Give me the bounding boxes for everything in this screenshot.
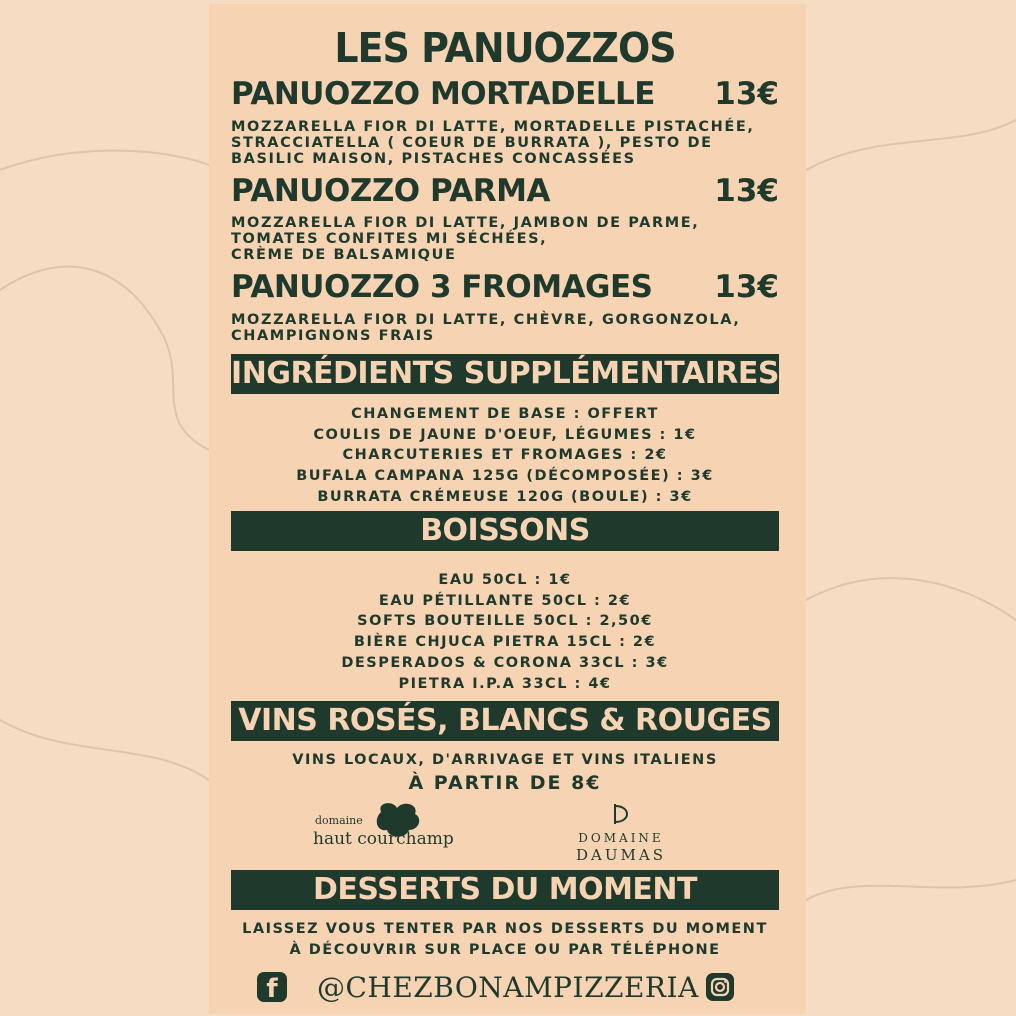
instagram-icon[interactable] [705,972,735,1002]
logo-text-big: haut courchamp [313,829,454,849]
list-item: CHARCUTERIES ET FROMAGES : 2€ [342,447,668,464]
section-heading-drinks: BOISSONS [231,511,779,551]
item-price-mortadelle: 13€ [714,76,779,112]
domaine-daumas-logo [551,802,691,864]
list-item: PIETRA I.P.A 33CL : 4€ [398,675,612,692]
haut-courchamp-logo [311,800,481,860]
desc-line: STRACCIATELLA ( COEUR DE BURRATA ), PESTO DE [231,135,713,151]
item-desc-mortadelle [231,119,779,167]
item-price-3-fromages: 13€ [714,269,779,305]
desserts-line: LAISSEZ VOUS TENTER PAR NOS DESSERTS DU MOMENT [242,921,768,937]
list-item: BIÈRE CHJUCA PIETRA 15CL : 2€ [353,634,657,651]
desc-line: CRÈME DE BALSAMIQUE [231,247,457,263]
item-desc-3-fromages [231,312,779,344]
desserts-info [231,919,779,960]
desc-line: MOZZARELLA FIOR DI LATTE, CHÈVRE, GORGONZOLA, [231,312,741,328]
item-desc-parma [231,215,779,263]
list-item: BUFALA CAMPANA 125G (DÉCOMPOSÉE) : 3€ [296,468,714,485]
section-heading-desserts: DESSERTS DU MOMENT [231,870,779,910]
list-item: EAU 50CL : 1€ [438,572,572,588]
list-item: BURRATA CRÉMEUSE 120G (BOULE) : 3€ [317,488,693,505]
wines-price-from: À PARTIR DE 8€ [408,771,602,794]
list-item: COULIS DE JAUNE D'OEUF, LÉGUMES : 1€ [313,426,697,443]
drinks-list [231,570,779,694]
wines-info [231,750,779,795]
item-name-mortadelle: PANUOZZO MORTADELLE [231,76,655,112]
logo-text-small: domaine [315,814,363,827]
item-price-parma: 13€ [714,173,779,209]
menu-card [209,4,806,1014]
desserts-line: À DÉCOUVRIR SUR PLACE OU PAR TÉLÉPHONE [289,941,721,958]
list-item: DESPERADOS & CORONA 33CL : 3€ [341,654,669,671]
section-heading-extras: INGRÉDIENTS SUPPLÉMENTAIRES [231,354,779,394]
social-bar [231,966,779,1010]
desc-line: CHAMPIGNONS FRAIS [231,328,435,344]
item-name-parma: PANUOZZO PARMA [231,173,551,209]
list-item: CHANGEMENT DE BASE : OFFERT [351,406,659,422]
desc-line: TOMATES CONFITES MI SÉCHÉES, [231,231,548,247]
page-title: LES PANUOZZOS [334,24,676,72]
wines-line: VINS LOCAUX, D'ARRIVAGE ET VINS ITALIENS [292,752,718,768]
logo-text-line2: DAUMAS [576,846,666,864]
list-item: SOFTS BOUTEILLE 50CL : 2,50€ [357,613,653,630]
extras-list [231,404,779,508]
item-name-3-fromages: PANUOZZO 3 FROMAGES [231,269,653,305]
facebook-icon[interactable]: f [257,972,287,1002]
desc-line: MOZZARELLA FIOR DI LATTE, MORTADELLE PISTACHÉE, [231,119,755,135]
desc-line: BASILIC MAISON, PISTACHES CONCASSÉES [231,151,636,167]
list-item: EAU PÉTILLANTE 50CL : 2€ [378,592,632,609]
social-handle[interactable]: @CHEZBONAMPIZZERIA [317,971,699,1004]
section-heading-wines: VINS ROSÉS, BLANCS & ROUGES [231,701,779,741]
logo-text-line1: DOMAINE [578,831,664,845]
desc-line: MOZZARELLA FIOR DI LATTE, JAMBON DE PARME, [231,215,700,231]
